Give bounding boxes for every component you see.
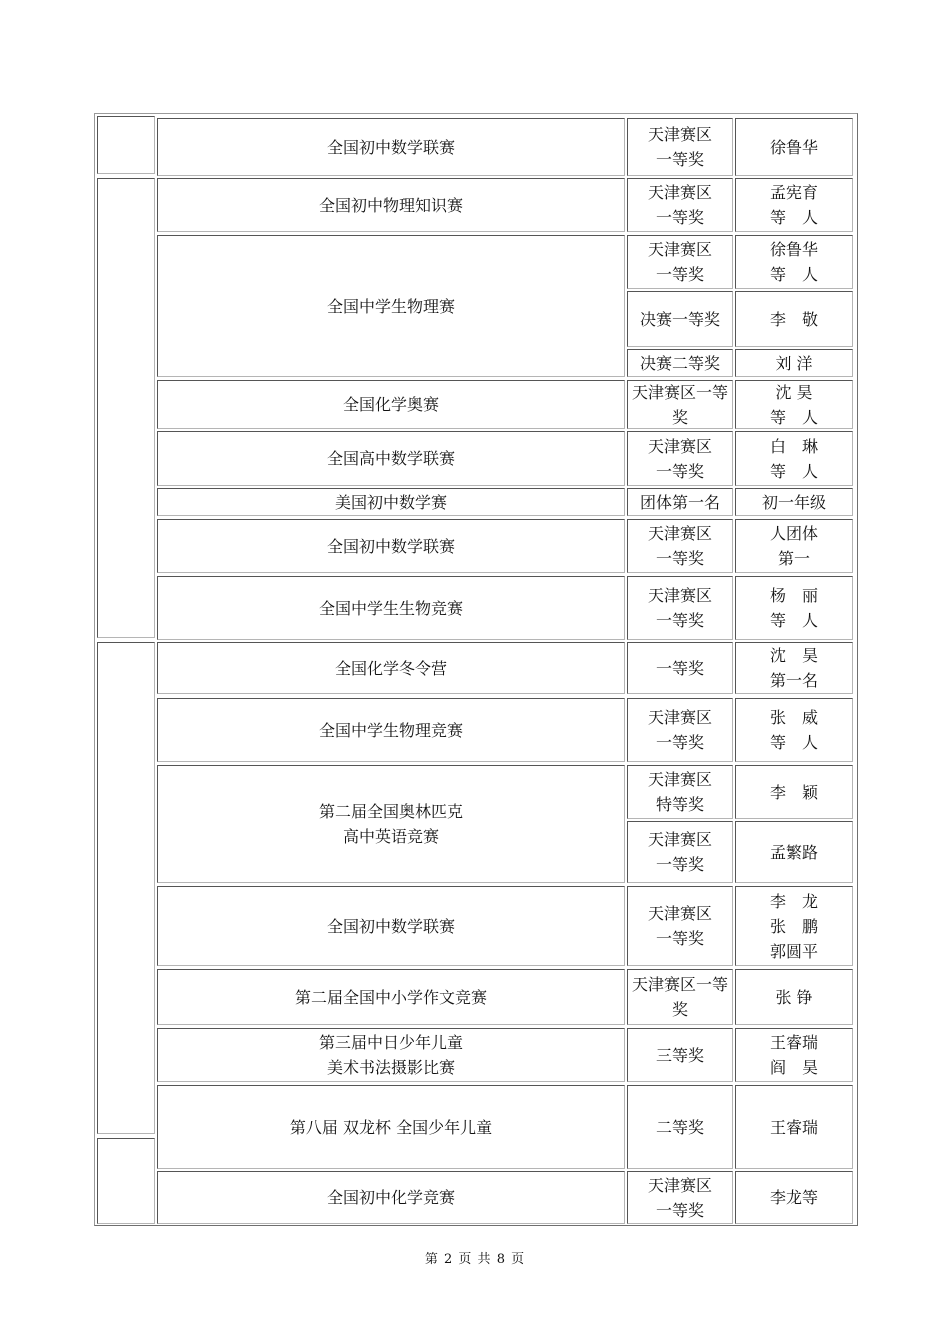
award-level-cell xyxy=(627,1028,733,1082)
winner-cell xyxy=(735,698,853,762)
competition-cell-text: 第三届中日少年儿童 美术书法摄影比赛 xyxy=(318,1033,463,1077)
winner-cell xyxy=(735,969,853,1025)
award-level-cell-text: 一等奖 xyxy=(655,658,704,678)
competition-cell-text: 全国中学生物理竞赛 xyxy=(318,720,463,740)
winner-cell xyxy=(735,349,853,377)
award-level-cell xyxy=(627,291,733,347)
award-level-cell-text: 天津赛区一等 奖 xyxy=(631,382,728,427)
winner-cell-text: 孟繁路 xyxy=(769,842,818,862)
winner-cell xyxy=(735,1085,853,1169)
winner-cell-text: 王睿瑞 阎 昊 xyxy=(769,1033,818,1077)
award-level-cell xyxy=(627,488,733,516)
award-level-cell-text: 天津赛区 一等奖 xyxy=(647,436,712,481)
award-level-cell-text: 天津赛区 一等奖 xyxy=(647,586,712,630)
award-level-cell xyxy=(627,765,733,819)
winner-cell-text: 白 琳 等 人 xyxy=(769,436,818,481)
category-cell xyxy=(97,116,155,174)
winner-cell-text: 徐鲁华 等 人 xyxy=(769,240,818,284)
competition-cell-text: 全国初中数学联赛 xyxy=(326,916,455,936)
page-footer: 第 2 页 共 8 页 xyxy=(424,1252,526,1267)
award-level-cell-text: 二等奖 xyxy=(655,1117,704,1137)
winner-cell-text: 徐鲁华 xyxy=(769,137,818,157)
winner-cell xyxy=(735,1028,853,1082)
competition-cell xyxy=(157,969,625,1025)
competition-cell-text: 全国化学奥赛 xyxy=(342,395,439,414)
award-level-cell-text: 天津赛区 一等奖 xyxy=(647,524,712,568)
winner-cell xyxy=(735,118,853,176)
competition-cell xyxy=(157,431,625,486)
winner-cell-text: 王睿瑞 xyxy=(769,1117,818,1137)
competition-cell xyxy=(157,519,625,573)
competition-cell xyxy=(157,698,625,762)
category-cell xyxy=(97,178,155,638)
competition-cell-text: 全国初中数学联赛 xyxy=(326,137,455,157)
award-level-cell xyxy=(627,118,733,176)
award-level-cell-text: 团体第一名 xyxy=(639,492,720,512)
award-level-cell xyxy=(627,431,733,486)
award-level-cell xyxy=(627,349,733,377)
award-level-cell xyxy=(627,519,733,573)
award-level-cell-text: 天津赛区 一等奖 xyxy=(647,240,712,284)
award-level-cell xyxy=(627,1085,733,1169)
award-level-cell-text: 天津赛区一等 奖 xyxy=(631,975,728,1019)
winner-cell-text: 李 龙 张 鹏 郭圆平 xyxy=(769,891,818,961)
winner-cell xyxy=(735,178,853,232)
winner-cell-text: 杨 丽 等 人 xyxy=(769,586,818,630)
competition-cell xyxy=(157,576,625,640)
winner-cell xyxy=(735,576,853,640)
winner-cell-text: 人团体 第一 xyxy=(769,524,818,568)
award-level-cell-text: 决赛一等奖 xyxy=(639,309,720,329)
winner-cell xyxy=(735,642,853,694)
award-level-cell-text: 天津赛区 一等奖 xyxy=(647,830,712,874)
competition-cell-text: 全国初中化学竞赛 xyxy=(326,1188,455,1207)
competition-cell-text: 第二届全国奥林匹克 高中英语竞赛 xyxy=(318,802,463,846)
competition-cell xyxy=(157,235,625,377)
competition-cell xyxy=(157,118,625,176)
award-level-cell xyxy=(627,821,733,883)
competition-cell xyxy=(157,1028,625,1082)
competition-cell xyxy=(157,642,625,694)
winner-cell-text: 沈 昊 第一名 xyxy=(769,646,818,690)
award-level-cell xyxy=(627,642,733,694)
award-level-cell xyxy=(627,235,733,289)
competition-cell-text: 全国初中物理知识赛 xyxy=(318,195,463,215)
award-level-cell-text: 天津赛区 一等奖 xyxy=(647,904,712,948)
competition-cell-text: 全国初中数学联赛 xyxy=(326,536,455,556)
competition-cell-text: 美国初中数学赛 xyxy=(334,492,447,512)
competition-cell xyxy=(157,1085,625,1169)
awards-table xyxy=(94,113,858,1226)
competition-cell-text: 全国中学生生物竞赛 xyxy=(318,598,463,618)
award-level-cell-text: 天津赛区 一等奖 xyxy=(647,125,712,169)
competition-cell xyxy=(157,1171,625,1224)
award-level-cell-text: 天津赛区 一等奖 xyxy=(647,183,712,227)
winner-cell-text: 张 威 等 人 xyxy=(769,708,818,752)
winner-cell xyxy=(735,291,853,347)
winner-cell-text: 李 敬 xyxy=(769,309,818,329)
winner-cell xyxy=(735,765,853,819)
award-level-cell xyxy=(627,969,733,1025)
winner-cell-text: 孟宪育 等 人 xyxy=(769,183,818,227)
award-level-cell xyxy=(627,178,733,232)
winner-cell xyxy=(735,488,853,516)
winner-cell-text: 刘 洋 xyxy=(775,353,813,373)
competition-cell xyxy=(157,178,625,232)
winner-cell xyxy=(735,235,853,289)
competition-cell xyxy=(157,765,625,883)
competition-cell xyxy=(157,886,625,966)
category-cell xyxy=(97,1138,155,1224)
award-level-cell xyxy=(627,576,733,640)
winner-cell-text: 初一年级 xyxy=(761,492,826,512)
winner-cell xyxy=(735,519,853,573)
winner-cell xyxy=(735,821,853,883)
competition-cell-text: 全国化学冬令营 xyxy=(334,658,447,678)
winner-cell-text: 李 颖 xyxy=(769,782,818,802)
winner-cell-text: 沈 昊 等 人 xyxy=(769,382,818,427)
award-level-cell xyxy=(627,698,733,762)
award-level-cell-text: 天津赛区 一等奖 xyxy=(647,1175,712,1220)
award-level-cell xyxy=(627,380,733,429)
category-cell xyxy=(97,642,155,1134)
award-level-cell-text: 天津赛区 一等奖 xyxy=(647,708,712,752)
competition-cell xyxy=(157,488,625,516)
winner-cell xyxy=(735,380,853,429)
winner-cell xyxy=(735,1171,853,1224)
winner-cell xyxy=(735,886,853,966)
competition-cell-text: 全国高中数学联赛 xyxy=(326,449,455,468)
winner-cell-text: 张 铮 xyxy=(775,987,813,1007)
award-level-cell xyxy=(627,886,733,966)
competition-cell-text: 第二届全国中小学作文竞赛 xyxy=(294,987,487,1007)
award-level-cell-text: 决赛二等奖 xyxy=(639,353,720,373)
award-level-cell xyxy=(627,1171,733,1224)
competition-cell xyxy=(157,380,625,429)
competition-cell-text: 第八届 双龙杯 全国少年儿童 xyxy=(289,1117,493,1137)
award-level-cell-text: 天津赛区 特等奖 xyxy=(647,770,712,814)
winner-cell-text: 李龙等 xyxy=(769,1188,818,1207)
winner-cell xyxy=(735,431,853,486)
award-level-cell-text: 三等奖 xyxy=(655,1045,704,1065)
competition-cell-text: 全国中学生物理赛 xyxy=(326,296,455,316)
